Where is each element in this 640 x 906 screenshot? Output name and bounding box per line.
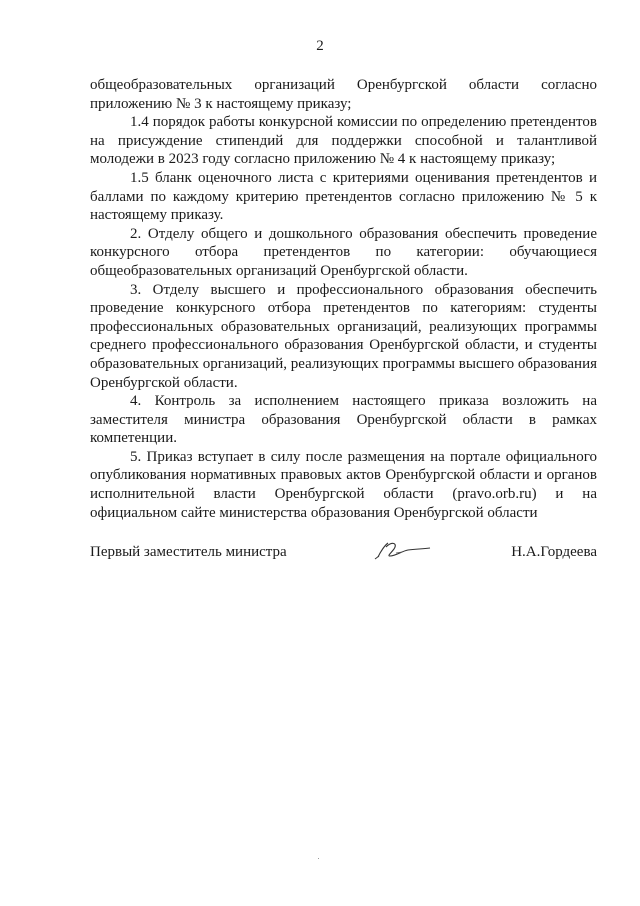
paragraph-1-5: 1.5 бланк оценочного листа с критериями оценивания претендентов и баллами по каждому критерию претендентов согласно приложению № 5 к настоящему приказу. <box>90 169 597 224</box>
paragraph-5: 5. Приказ вступает в силу после размещения на портале официального опубликования нормативных правовых актов Оренбургской области и органов исполнительной власти Оренбургской области (pravo.orb.ru) и на официальном сайте министерства образования Оренбургской области <box>90 448 597 521</box>
page-number: 2 <box>316 38 324 54</box>
paragraph-1-4: 1.4 порядок работы конкурсной комиссии по определению претендентов на присуждение стипендий для поддержки способной и талантливой молодежи в 2023 году согласно приложению № 4 к настоящему приказу; <box>90 114 597 168</box>
signer-title: Первый заместитель министра <box>90 544 287 560</box>
paragraph-appendix-3: общеобразовательных организаций Оренбургской области согласно приложению № 3 к настоящему приказу; <box>90 77 597 112</box>
scan-speck <box>318 858 319 859</box>
paragraph-2: 2. Отделу общего и дошкольного образования обеспечить проведение конкурсного отбора претендентов по категории: обучающиеся общеобразовательных организаций Оренбургской области. <box>90 225 597 279</box>
document-body <box>90 76 597 522</box>
paragraph-3: 3. Отделу высшего и профессионального образования обеспечить проведение конкурсного отбора претендентов по категориям: студенты профессиональных образовательных организаций, реализующих программы среднего профессионального образования Оренбургской области, и студенты образовательных организаций, реализующих программы высшего образования Оренбургской области. <box>90 281 597 391</box>
handwritten-signature <box>372 537 434 563</box>
signer-name: Н.А.Гордеева <box>511 544 597 560</box>
paragraph-4: 4. Контроль за исполнением настоящего приказа возложить на заместителя министра образования Оренбургской области в рамках компетенции. <box>90 393 597 447</box>
